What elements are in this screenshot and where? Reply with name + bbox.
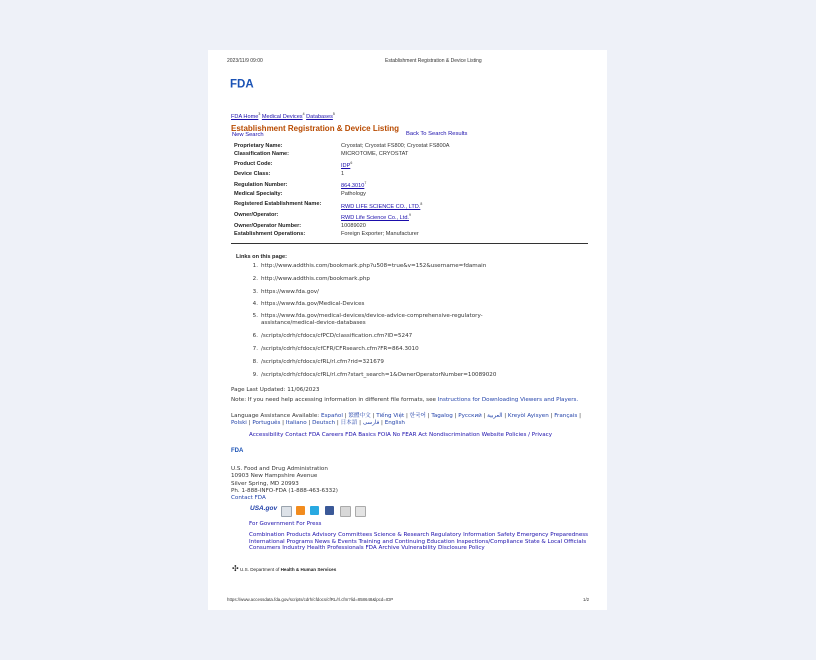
print-page-number: 1/2 [583, 597, 590, 602]
note [231, 397, 586, 404]
accessibility-link[interactable]: Accessibility [249, 432, 284, 438]
new-search-link[interactable]: New Search [232, 132, 264, 138]
list-url: http://www.addthis.com/bookmark.php [261, 276, 370, 282]
contact-fda-footer-link[interactable]: Contact FDA [231, 495, 266, 502]
list-url: /scripts/cdrh/cfdocs/cfRL/rl.cfm?start_search=1&OwnerOperatorNumber=10089020 [261, 372, 497, 378]
printed-page [208, 50, 607, 610]
breadcrumb-databases[interactable]: Databases [306, 113, 333, 120]
footer-nav-links[interactable]: Combination Products Advisory Committees Science & Research Regulatory Information Safety Emergency Preparedness International Programs News & Events Training and Continuing Education Inspections/Compliance State & Local Officials Consumers Industry Health Professionals FDA Archive Vulnerability Disclosure Policy [249, 532, 589, 552]
list-url: https://www.fda.gov/medical-devices/device-advice-comprehensive-regulatory-assistance/medical-device-databases [261, 313, 483, 326]
detail-label: Device Class: [234, 171, 271, 177]
flickr-icon[interactable] [355, 506, 366, 517]
list-url: /scripts/cdrh/cfdocs/cfPCD/classification.cfm?ID=5247 [261, 333, 413, 339]
breadcrumb-ref: 5 [332, 112, 335, 116]
detail-value [341, 213, 411, 221]
language-link[interactable]: Русский [458, 413, 482, 419]
page-title: Establishment Registration & Device Listing [231, 124, 400, 133]
language-link[interactable]: Tagalog [431, 413, 453, 419]
links-heading: Links on this page: [236, 254, 287, 260]
breadcrumb-ref: 4 [302, 112, 305, 116]
hhs-eagle-icon: ✣ [232, 564, 239, 573]
detail-label: Classification Name: [234, 151, 290, 157]
breadcrumb-fda-home[interactable]: FDA Home [231, 113, 259, 120]
list-number: 3. [252, 289, 258, 295]
policy-links [249, 432, 589, 439]
language-link[interactable]: 繁體中文 [348, 413, 371, 419]
address-line: Silver Spring, MD 20993 [231, 480, 299, 487]
language-link[interactable]: Português [252, 419, 281, 426]
fda-basics-link[interactable]: FDA Basics [345, 432, 376, 438]
print-date: 2023/11/9 09:00 [227, 58, 263, 64]
detail-label: Establishment Operations: [234, 231, 306, 237]
rss-icon[interactable] [296, 506, 305, 515]
language-link[interactable]: Français [554, 413, 578, 419]
list-item [249, 276, 549, 283]
list-item [249, 289, 549, 296]
contact-fda-link[interactable]: Contact FDA [285, 432, 320, 438]
list-item [249, 346, 549, 353]
usagov-icon[interactable] [250, 505, 277, 512]
list-url: https://www.fda.gov/Medical-Devices [261, 301, 365, 307]
detail-label: Owner/Operator Number: [234, 223, 302, 229]
detail-value: 10089020 [341, 223, 366, 229]
list-number: 6. [252, 333, 258, 339]
breadcrumb [231, 112, 335, 120]
detail-value: 1 [341, 171, 345, 177]
detail-value: Foreign Exporter; Manufacturer [341, 231, 419, 237]
detail-label: Medical Specialty: [234, 191, 283, 197]
detail-label: Registered Establishment Name: [234, 201, 322, 207]
language-link[interactable]: Polski [231, 419, 247, 426]
fda-logo-text: FDA [230, 78, 254, 89]
list-url: /scripts/cdrh/cfdocs/cfRL/rl.cfm?rid=321679 [261, 359, 384, 365]
detail-label: Proprietary Name: [234, 143, 283, 149]
regulation-number-link[interactable]: 864.3010 [341, 182, 365, 189]
note-text: Note: If you need help accessing information in different file formats, see [231, 397, 438, 403]
language-label: Language Assistance Available: [231, 413, 321, 419]
list-number: 1. [252, 263, 258, 269]
owner-operator-link[interactable]: RWD Life Science Co., Ltd. [341, 214, 409, 221]
detail-value [341, 202, 422, 210]
address-line: Ph. 1-888-INFO-FDA (1-888-463-6332) [231, 487, 338, 494]
print-title: Establishment Registration & Device Listing [385, 58, 482, 64]
instructions-link[interactable]: Instructions for Downloading Viewers and Players. [437, 397, 579, 403]
language-link[interactable]: 日本語 [340, 419, 358, 426]
foia-link[interactable]: FOIA [377, 432, 391, 438]
detail-value [341, 181, 366, 189]
list-number: 7. [252, 346, 258, 352]
list-number: 8. [252, 359, 258, 365]
address-line: 10903 New Hampshire Avenue [231, 473, 318, 480]
list-item [249, 301, 549, 308]
detail-label: Product Code: [234, 161, 273, 167]
language-link[interactable]: Español [320, 413, 343, 419]
link-ref: 8 [420, 202, 423, 206]
list-number: 4. [252, 301, 258, 307]
detail-value: Pathology [341, 191, 366, 197]
website-policies-link[interactable]: Website Policies / Privacy [481, 432, 553, 438]
twitter-icon[interactable] [310, 506, 319, 515]
usagov-label: USA.gov [250, 505, 278, 512]
language-link[interactable]: 한국어 [409, 413, 426, 419]
list-number: 9. [252, 372, 258, 378]
language-link[interactable]: English [384, 419, 405, 426]
product-code-link[interactable]: IDP [341, 162, 351, 169]
language-link[interactable]: فارسی [362, 419, 380, 426]
list-url: http://www.addthis.com/bookmark.php?u508=true&v=152&username=fdamain [261, 263, 487, 269]
hhs-prefix: U.S. Department of [239, 567, 281, 572]
language-assistance: Language Assistance Available: Español | 繁體中文 | Tiếng Việt | 한국어 | Tagalog | Русский | العربية | Kreyòl Ayisyen | Français | Polski | Português | Italiano | Deutsch | 日本語 | فارسی | English [231, 413, 581, 426]
language-link[interactable]: العربية [487, 413, 503, 419]
link-ref: 9 [408, 213, 411, 217]
divider [231, 243, 588, 244]
list-item [249, 333, 549, 340]
language-link[interactable]: Tiếng Việt [376, 413, 405, 419]
email-icon[interactable] [281, 506, 292, 517]
list-item [249, 313, 549, 327]
link-ref: 6 [350, 161, 353, 165]
language-link[interactable]: Italiano [285, 419, 307, 426]
youtube-icon[interactable] [340, 506, 351, 517]
hhs-logo[interactable] [232, 564, 336, 573]
list-item [249, 263, 549, 270]
detail-label: Owner/Operator: [234, 212, 279, 218]
list-item [249, 372, 549, 379]
gov-press-links[interactable]: For Government For Press [249, 521, 322, 527]
list-item [249, 359, 549, 366]
nondiscrimination-link[interactable]: Nondiscrimination [429, 432, 480, 438]
back-to-search-link[interactable]: Back To Search Results [406, 131, 468, 137]
list-url: /scripts/cdrh/cfdocs/cfCFR/CFRsearch.cfm?FR=864.3010 [261, 346, 419, 352]
detail-value: Cryostat; Cryostat FS800; Cryostat FS800A [341, 143, 450, 149]
no-fear-act-link[interactable]: No FEAR Act [392, 432, 428, 438]
hhs-name: Health & Human Services [280, 567, 337, 572]
fda-logo[interactable] [230, 77, 254, 89]
facebook-icon[interactable] [325, 506, 334, 515]
last-updated: Page Last Updated: 11/06/2023 [231, 387, 320, 393]
detail-value: MICROTOME, CRYOSTAT [341, 151, 409, 157]
list-number: 2. [252, 276, 258, 282]
fda-small-logo[interactable]: FDA [231, 448, 244, 454]
address-line: U.S. Food and Drug Administration [231, 466, 328, 472]
careers-link[interactable]: Careers [321, 432, 344, 438]
address-block [231, 466, 338, 502]
breadcrumb-medical-devices[interactable]: Medical Devices [261, 113, 303, 120]
print-url: https://www.accessdata.fda.gov/scripts/cdrh/cfdocs/cfRL/rl.cfm?lid=858648&lpcd=IDP [227, 597, 394, 602]
establishment-name-link[interactable]: RWD LIFE SCIENCE CO., LTD. [341, 203, 421, 210]
language-link[interactable]: Deutsch [312, 419, 336, 426]
list-number: 5. [252, 313, 258, 319]
link-ref: 7 [364, 181, 367, 185]
language-link[interactable]: Kreyòl Ayisyen [507, 413, 549, 419]
breadcrumb-ref: 3 [258, 112, 261, 116]
detail-label: Regulation Number: [234, 182, 288, 188]
detail-value [341, 161, 352, 169]
list-url: https://www.fda.gov/ [261, 289, 319, 295]
